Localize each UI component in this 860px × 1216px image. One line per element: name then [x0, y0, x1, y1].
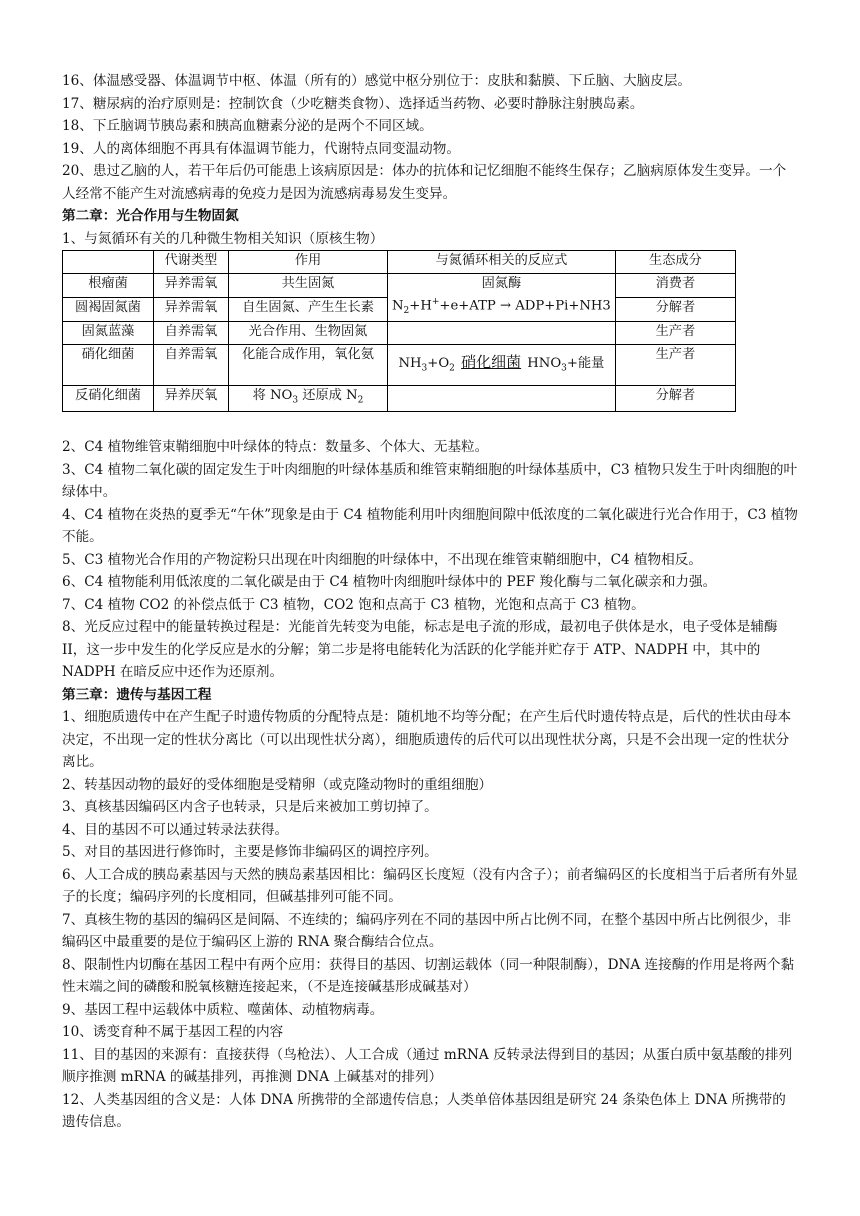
- table-header-cell: 作用: [229, 251, 388, 274]
- cell-reaction: [388, 386, 616, 412]
- paragraph: 2、C4 植物维管束鞘细胞中叶绿体的特点：数量多、个体大、无基粒。: [62, 439, 489, 455]
- table-header-row: [63, 251, 736, 274]
- cell-name: 固氮蓝藻: [63, 322, 154, 345]
- table-row: [63, 386, 736, 412]
- paragraph: 6、人工合成的胰岛素基因与天然的胰岛素基因相比：编码区长度短（没有内含子）；前者编码区的长度相当于后者所有外显子的长度；编码序列的长度相同，但碱基排列可能不同。: [62, 866, 798, 905]
- cell-role: 将 $NO_3$ 还原成 $N_2$: [229, 386, 388, 412]
- paragraph: 5、对目的基因进行修饰时，主要是修饰非编码区的调控序列。: [62, 844, 438, 860]
- cell-reaction: [388, 322, 616, 345]
- paragraph: 6、C4 植物能利用低浓度的二氧化碳是由于 C4 植物叶肉细胞叶绿体中的 PEF 羧化酶与二氧化碳亲和力强。: [62, 574, 717, 590]
- cell-role: 共生固氮: [229, 274, 388, 298]
- cell-eco: 分解者: [615, 386, 735, 412]
- paragraph: 18、下丘脑调节胰岛素和胰高血糖素分泌的是两个不同区域。: [62, 118, 433, 134]
- nitrogen-microbe-table: [62, 250, 736, 412]
- chapter-heading: 第三章：遗传与基因工程: [62, 686, 212, 703]
- paragraph: 2、转基因动物的最好的受体细胞是受精卵（或克隆动物时的重组细胞）: [62, 776, 493, 793]
- cell-name: 圆褐固氮菌: [63, 298, 154, 322]
- cell-eco: 生产者: [615, 322, 735, 345]
- paragraph: 8、光反应过程中的能量转换过程是：光能首先转变为电能，标志是电子流的形成，最初电子供体是水，电子受体是辅酶 II，这一步中发生的化学反应是水的分解；第二步是将电能转化为活跃的化学能并贮存于 ATP、NADPH 中，其中的 NADPH 在暗反应中还作为还原剂。: [62, 619, 778, 680]
- table-header-cell: 与氮循环相关的反应式: [388, 251, 616, 274]
- cell-role: 光合作用、生物固氮: [229, 322, 388, 345]
- chapter-heading: 第二章：光合作用与生物固氮: [62, 208, 239, 224]
- fixation-equation: $N_2+H^++e+ATP \to ADP+Pi+NH3$: [392, 297, 611, 317]
- table-row: [63, 345, 736, 386]
- paragraph: 17、糖尿病的治疗原则是：控制饮食（少吃糖类食物）、选择适当药物、必要时静脉注射胰岛素。: [62, 95, 644, 112]
- cell-name: 反硝化细菌: [63, 386, 154, 412]
- paragraph: 12、人类基因组的含义是：人体 DNA 所携带的全部遗传信息；人类单倍体基因组是研究 24 条染色体上 DNA 所携带的遗传信息。: [62, 1091, 786, 1130]
- cell-eco: 消费者: [615, 274, 735, 298]
- cell-name: 根瘤菌: [63, 274, 154, 298]
- table-header-cell: 代谢类型: [154, 251, 229, 274]
- cell-type: 异养需氧: [154, 274, 229, 298]
- table-row: [63, 274, 736, 298]
- cell-reaction-nitrification: $NH_3+O_2$ 硝化细菌 $HNO_3+$能量: [388, 345, 616, 386]
- paragraph: 3、C4 植物二氧化碳的固定发生于叶肉细胞的叶绿体基质和维管束鞘细胞的叶绿体基质中，C3 植物只发生于叶肉细胞的叶绿体中。: [62, 461, 798, 500]
- paragraph: 4、目的基因不可以通过转录法获得。: [62, 821, 289, 838]
- paragraph: 8、限制性内切酶在基因工程中有两个应用：获得目的基因、切割运载体（同一种限制酶），DNA 连接酶的作用是将两个黏性末端之间的磷酸和脱氧核糖连接起来，（不是连接碱基形成碱基对）: [62, 956, 795, 995]
- paragraph: 20、患过乙脑的人，若干年后仍可能患上该病原因是：体办的抗体和记忆细胞不能终生保存；乙脑病原体发生变异。一个人经常不能产生对流感病毒的免疫力是因为流感病毒易发生变异。: [62, 163, 787, 202]
- cell-eco: 分解者: [615, 298, 735, 322]
- paragraph: 11、目的基因的来源有：直接获得（鸟枪法）、人工合成（通过 mRNA 反转录法得到目的基因；从蛋白质中氨基酸的排列顺序推测 mRNA 的碱基排列，再推测 DNA 上碱基对的排列）: [62, 1046, 793, 1085]
- paragraph: 9、基因工程中运载体中质粒、噬菌体、动植物病毒。: [62, 1001, 384, 1018]
- cell-type: 自养需氧: [154, 322, 229, 345]
- enzyme-label: 固氮酶: [481, 276, 522, 291]
- arrow-icon: →: [499, 298, 512, 314]
- paragraph: 7、真核生物的基因的编码区是间隔、不连续的；编码序列在不同的基因中所占比例不同，在整个基因中所占比例很少，非编码区中最重要的是位于编码区上游的 RNA 聚合酶结合位点。: [62, 911, 792, 950]
- cell-type: 异养厌氧: [154, 386, 229, 412]
- table-caption: 1、与氮循环有关的几种微生物相关知识（原核生物）: [62, 230, 384, 247]
- cell-role: 化能合成作用，氧化氨: [229, 345, 388, 386]
- paragraph: 3、真核基因编码区内含子也转录，只是后来被加工剪切掉了。: [62, 799, 438, 815]
- paragraph: 5、C3 植物光合作用的产物淀粉只出现在叶肉细胞的叶绿体中，不出现在维管束鞘细胞中，C4 植物相反。: [62, 551, 702, 568]
- cell-type: 自养需氧: [154, 345, 229, 386]
- paragraph: 4、C4 植物在炎热的夏季无“午休”现象是由于 C4 植物能利用叶肉细胞间隙中低浓度的二氧化碳进行光合作用于，C3 植物不能。: [62, 506, 798, 545]
- cell-role: 自生固氮、产生生长素: [229, 298, 388, 322]
- cell-eco: 生产者: [615, 345, 735, 386]
- paragraph: 7、C4 植物 CO2 的补偿点低于 C3 植物，CO2 饱和点高于 C3 植物，光饱和点高于 C3 植物。: [62, 596, 645, 613]
- table-header-cell: 生态成分: [615, 251, 735, 274]
- main-text-block: [62, 436, 798, 1134]
- top-text-block: [62, 70, 798, 250]
- paragraph: 1、细胞质遗传中在产生配子时遗传物质的分配特点是：随机地不均等分配；在产生后代时遗传特点是，后代的性状由母本决定，不出现一定的性状分离比（可以出现性状分离），细胞质遗传的后代可以出现性状分离，只是不会出现一定的性状分离比。: [62, 709, 792, 770]
- cell-type: 异养需氧: [154, 298, 229, 322]
- paragraph: 10、诱变育种不属于基因工程的内容: [62, 1024, 284, 1040]
- cell-name: 硝化细菌: [63, 345, 154, 386]
- table-header-cell: [63, 251, 154, 274]
- paragraph: 16、体温感受器、体温调节中枢、体温（所有的）感觉中枢分别位于：皮肤和黏膜、下丘脑、大脑皮层。: [62, 73, 692, 89]
- table-row: [63, 322, 736, 345]
- nitrifying-arrow-label: 硝化细菌: [461, 352, 522, 371]
- cell-reaction-fixation: [388, 274, 616, 322]
- paragraph: 19、人的离体细胞不再具有体温调节能力，代谢特点同变温动物。: [62, 140, 460, 157]
